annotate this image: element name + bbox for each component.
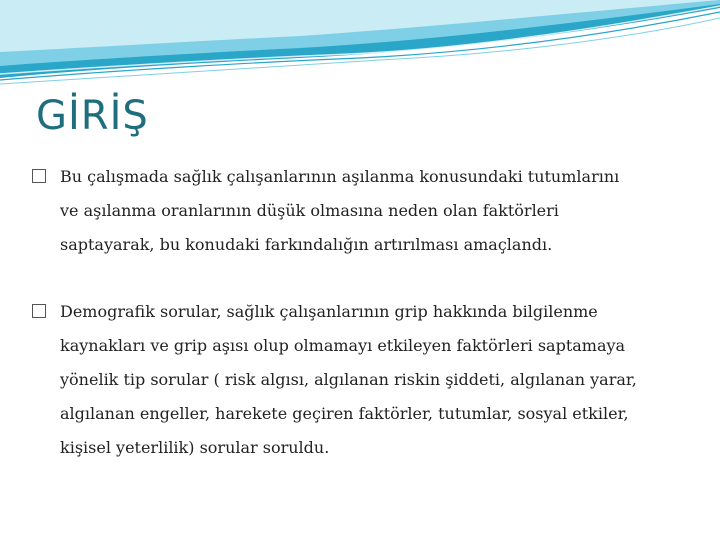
square-bullet-icon (32, 304, 46, 318)
bullet-line: saptayarak, bu konudaki farkındalığın artırılması amaçlandı. (60, 235, 553, 254)
bullet-line: ve aşılanma oranlarının düşük olmasına neden olan faktörleri (60, 201, 559, 220)
bullet-line: algılanan engeller, harekete geçiren faktörler, tutumlar, sosyal etkiler, (60, 404, 629, 423)
square-bullet-icon (32, 169, 46, 183)
bullet-line: kişisel yeterlilik) sorular soruldu. (60, 438, 330, 457)
bullet-line: Bu çalışmada sağlık çalışanlarının aşılanma konusundaki tutumlarını (60, 167, 620, 186)
bullet-line: kaynakları ve grip aşısı olup olmamayı etkileyen faktörleri saptamaya (60, 336, 626, 355)
slide-title: GİRİŞ (36, 93, 149, 139)
bullet-item-aim (32, 160, 692, 262)
header-wave-decoration (0, 0, 720, 90)
bullet-line: yönelik tip sorular ( risk algısı, algılanan riskin şiddeti, algılanan yarar, (60, 370, 637, 389)
slide-content (32, 160, 692, 465)
bullet-item-questions (32, 295, 692, 465)
bullet-text (60, 295, 692, 465)
bullet-text (60, 160, 692, 262)
bullet-line: Demografik sorular, sağlık çalışanlarının grip hakkında bilgilenme (60, 302, 598, 321)
